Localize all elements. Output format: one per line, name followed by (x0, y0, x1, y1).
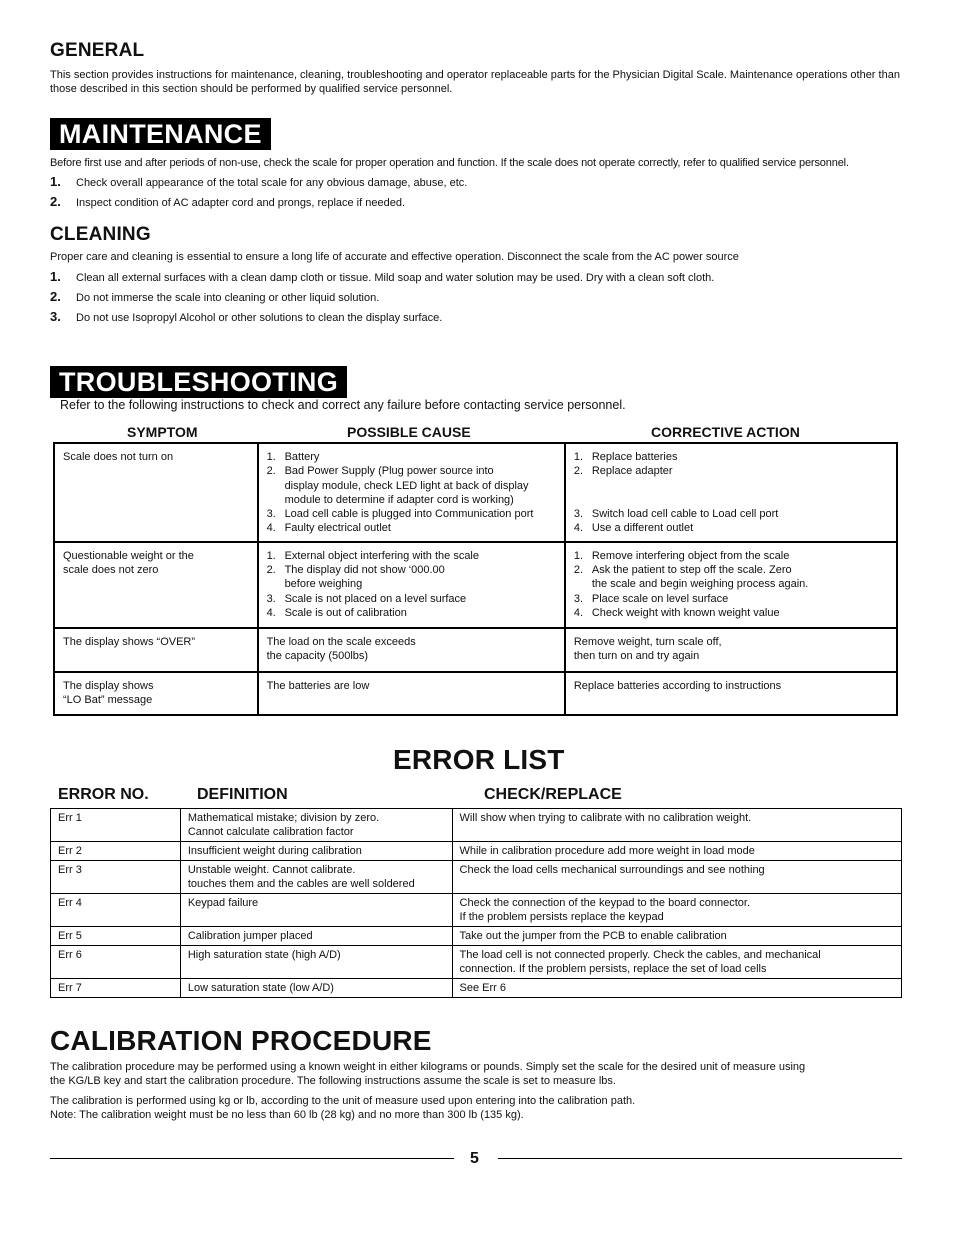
action-item (574, 464, 888, 478)
symptom-line: Questionable weight or the (63, 549, 194, 562)
definition-line: Unstable weight. Cannot calibrate. (187, 864, 356, 876)
item-number: 2. (573, 564, 584, 577)
step-text: Do not use Isopropyl Alcohol or other solutions to clean the display surface. (76, 312, 443, 324)
error-number-cell: Err 2 (51, 842, 181, 861)
action-item (574, 521, 888, 535)
error-row (51, 979, 902, 998)
step-number: 2. (50, 194, 61, 209)
check-line: Will show when trying to calibrate with no calibration weight. (459, 812, 752, 824)
error-number-cell: Err 1 (51, 809, 181, 842)
action-list (574, 549, 888, 620)
error-row (51, 894, 902, 927)
cause-cell (258, 443, 565, 542)
cause-item (267, 464, 556, 478)
item-text: Bad Power Supply (Plug power source into (284, 465, 494, 478)
item-text: display module, check LED light at back of display (284, 479, 529, 492)
action-line: Remove weight, turn scale off, (573, 635, 722, 648)
item-number: 1. (573, 451, 584, 463)
item-text: Switch load cell cable to Load cell port (591, 508, 779, 521)
item-number: 3. (266, 592, 276, 605)
error-definition-cell (180, 861, 452, 894)
item-text: Remove interfering object from the scale (591, 549, 790, 562)
definition-line: Mathematical mistake; division by zero. (187, 812, 380, 824)
action-item (574, 577, 888, 591)
definition-line: Cannot calculate calibration factor (187, 826, 354, 838)
troubleshooting-row (54, 628, 897, 672)
cause-item (267, 606, 556, 620)
action-list (574, 450, 888, 536)
definition-line: High saturation state (high A/D) (187, 949, 341, 961)
item-number: 2. (573, 465, 584, 478)
cleaning-intro: Proper care and cleaning is essential to ensure a long life of accurate and effective operation. Disconnect the scale from the AC power source (50, 251, 739, 263)
item-number: 2. (266, 465, 276, 478)
item-text: Replace batteries (591, 451, 678, 463)
step-number: 2. (50, 289, 61, 304)
item-number: 4. (573, 522, 584, 535)
error-no-header: ERROR NO. (58, 786, 149, 803)
item-text (592, 479, 595, 493)
cause-item (267, 479, 556, 493)
action-line: then turn on and try again (573, 650, 700, 663)
cause-item (267, 450, 556, 464)
step-text: Do not immerse the scale into cleaning or other liquid solution. (76, 292, 380, 304)
cause-item (267, 507, 556, 521)
item-number: 1. (266, 451, 276, 463)
error-row (51, 946, 902, 979)
error-definition-cell (180, 979, 452, 998)
cause-cell (258, 628, 565, 672)
item-text: Check weight with known weight value (591, 606, 780, 619)
maintenance-step (50, 175, 467, 190)
item-number (267, 577, 285, 591)
item-text: before weighing (284, 578, 363, 591)
symptom-line: The display shows (63, 679, 154, 692)
error-check-cell (452, 946, 901, 979)
item-number: 4. (266, 606, 276, 619)
action-cell (565, 628, 897, 672)
action-cell (565, 542, 897, 628)
footer-rule-left (50, 1158, 454, 1159)
symptom-cell (54, 542, 258, 628)
error-check-cell (452, 842, 901, 861)
item-number: 3. (573, 592, 584, 605)
cause-cell (258, 542, 565, 628)
cleaning-step (50, 310, 442, 325)
calibration-para1 (50, 1060, 930, 1088)
cause-item (267, 577, 556, 591)
item-text: module to determine if adapter cord is working) (284, 493, 514, 506)
item-number: 1. (266, 549, 276, 562)
maintenance-step (50, 195, 405, 210)
action-item (574, 563, 888, 577)
item-text: Load cell cable is plugged into Communication port (284, 508, 534, 521)
cause-item (267, 493, 556, 507)
item-number: 4. (266, 522, 276, 535)
error-number-cell: Err 4 (51, 894, 181, 927)
error-check-cell (452, 979, 901, 998)
action-cell (565, 443, 897, 542)
symptom-line: Scale does not turn on (63, 451, 174, 463)
action-item (574, 549, 888, 563)
cause-item (267, 521, 556, 535)
action-item (574, 592, 888, 606)
symptom-cell (54, 628, 258, 672)
item-number: 3. (266, 508, 276, 521)
calibration-para1-line: The calibration procedure may be performed using a known weight in either kilograms or pounds. Simply set the scale for the desired unit of measure using (50, 1061, 806, 1073)
troubleshooting-intro: Refer to the following instructions to check and correct any failure before contacting service personnel. (60, 398, 626, 412)
symptom-header: SYMPTOM (127, 424, 198, 440)
cleaning-step (50, 290, 379, 305)
maintenance-banner: MAINTENANCE (50, 118, 271, 150)
error-check-cell (452, 894, 901, 927)
cause-list (267, 549, 556, 620)
step-text: Inspect condition of AC adapter cord and prongs, replace if needed. (76, 197, 405, 209)
troubleshooting-table (53, 442, 898, 716)
item-text: Battery (284, 451, 320, 463)
item-number: 1. (573, 549, 584, 562)
item-text: Replace adapter (591, 465, 673, 478)
error-number-cell: Err 7 (51, 979, 181, 998)
item-number (574, 577, 592, 591)
error-check-cell (452, 927, 901, 946)
step-text: Clean all external surfaces with a clean damp cloth or tissue. Mild soap and water solution may be used. Dry with a clean soft cloth. (76, 272, 715, 284)
calibration-para2-line: Note: The calibration weight must be no less than 60 lb (28 kg) and no more than 300 lb (135 kg). (50, 1109, 524, 1121)
calibration-para2 (50, 1094, 930, 1122)
item-text: External object interfering with the scale (284, 549, 479, 562)
check-line: The load cell is not connected properly. Check the cables, and mechanical (459, 949, 821, 961)
calibration-title: CALIBRATION PROCEDURE (50, 1025, 432, 1056)
item-text: Scale is not placed on a level surface (284, 592, 467, 605)
item-text: the scale and begin weighing process again. (591, 578, 809, 591)
cause-item (267, 549, 556, 563)
symptom-line: The display shows “OVER” (63, 635, 196, 648)
error-list-title: ERROR LIST (393, 744, 565, 775)
action-cell (565, 672, 897, 715)
item-text: Ask the patient to step off the scale. Zero (591, 564, 792, 577)
error-row (51, 809, 902, 842)
item-number (267, 493, 285, 507)
troubleshooting-banner: TROUBLESHOOTING (50, 366, 347, 398)
symptom-cell (54, 443, 258, 542)
item-number: 3. (573, 508, 584, 521)
general-heading: GENERAL (50, 40, 145, 61)
cause-line: The load on the scale exceeds (266, 635, 416, 648)
error-row (51, 861, 902, 894)
step-number: 1. (50, 269, 61, 284)
definition-line: Low saturation state (low A/D) (187, 982, 334, 994)
step-number: 3. (50, 309, 61, 324)
check-line: Check the connection of the keypad to the board connector. (459, 897, 751, 909)
error-definition-cell (180, 842, 452, 861)
item-number (267, 479, 285, 493)
error-definition-cell (180, 927, 452, 946)
cause-cell (258, 672, 565, 715)
check-line: If the problem persists replace the keypad (459, 911, 664, 923)
action-item (574, 493, 888, 507)
error-check-cell (452, 861, 901, 894)
cleaning-heading: CLEANING (50, 224, 151, 245)
troubleshooting-row (54, 542, 897, 628)
item-number: 2. (266, 564, 276, 577)
error-number-cell: Err 5 (51, 927, 181, 946)
general-text: This section provides instructions for maintenance, cleaning, troubleshooting and operator replaceable parts for the Physician Digital Scale. Maintenance operations other than those described in this section should be performed by qualified service personnel. (50, 69, 900, 95)
symptom-cell (54, 672, 258, 715)
item-number: 4. (573, 606, 584, 619)
step-text: Check overall appearance of the total scale for any obvious damage, abuse, etc. (76, 177, 468, 189)
definition-line: touches them and the cables are well soldered (187, 878, 415, 890)
check-line: See Err 6 (459, 982, 507, 994)
item-text: Place scale on level surface (591, 592, 729, 605)
item-text (592, 493, 595, 507)
error-number-cell: Err 6 (51, 946, 181, 979)
item-text: The display did not show ‘000.00 (284, 564, 445, 577)
check-line: Take out the jumper from the PCB to enable calibration (459, 930, 727, 942)
cause-line: the capacity (500lbs) (266, 650, 369, 663)
action-line: Replace batteries according to instructions (573, 679, 782, 692)
error-definition-cell (180, 809, 452, 842)
symptom-line: “LO Bat” message (63, 694, 153, 707)
cleaning-step (50, 270, 714, 285)
step-number: 1. (50, 174, 61, 189)
item-number (574, 493, 592, 507)
troubleshooting-row (54, 672, 897, 715)
item-number (574, 479, 592, 493)
action-item (574, 479, 888, 493)
item-text: Faulty electrical outlet (284, 522, 391, 535)
cause-list (267, 450, 556, 536)
calibration-para2-line: The calibration is performed using kg or lb, according to the unit of measure used upon entering into the calibration path. (50, 1095, 636, 1107)
error-definition-cell (180, 894, 452, 927)
cause-header: POSSIBLE CAUSE (347, 424, 471, 440)
error-number-cell: Err 3 (51, 861, 181, 894)
action-item (574, 606, 888, 620)
definition-line: Calibration jumper placed (187, 930, 313, 942)
check-line: connection. If the problem persists, replace the set of load cells (459, 963, 767, 975)
check-replace-header: CHECK/REPLACE (484, 786, 622, 803)
check-line: Check the load cells mechanical surroundings and see nothing (459, 864, 765, 876)
action-item (574, 450, 888, 464)
error-table (50, 808, 902, 998)
error-row (51, 842, 902, 861)
action-item (574, 507, 888, 521)
troubleshooting-row (54, 443, 897, 542)
error-definition-cell (180, 946, 452, 979)
maintenance-intro: Before first use and after periods of non-use, check the scale for proper operation and function. If the scale does not operate correctly, refer to qualified service personnel. (50, 157, 849, 169)
cause-item (267, 563, 556, 577)
footer-rule-right (498, 1158, 902, 1159)
error-check-cell (452, 809, 901, 842)
item-text: Scale is out of calibration (284, 606, 407, 619)
action-header: CORRECTIVE ACTION (651, 424, 800, 440)
definition-line: Keypad failure (187, 897, 259, 909)
error-row (51, 927, 902, 946)
calibration-para1-line: the KG/LB key and start the calibration procedure. The following instructions assume the scale is set to measure lbs. (50, 1075, 616, 1087)
definition-header: DEFINITION (197, 786, 288, 803)
item-text: Use a different outlet (591, 522, 694, 535)
symptom-line: scale does not zero (63, 564, 159, 577)
definition-line: Insufficient weight during calibration (187, 845, 362, 857)
cause-line: The batteries are low (266, 679, 370, 692)
check-line: While in calibration procedure add more weight in load mode (459, 845, 755, 857)
page-number: 5 (470, 1150, 479, 1167)
cause-item (267, 592, 556, 606)
